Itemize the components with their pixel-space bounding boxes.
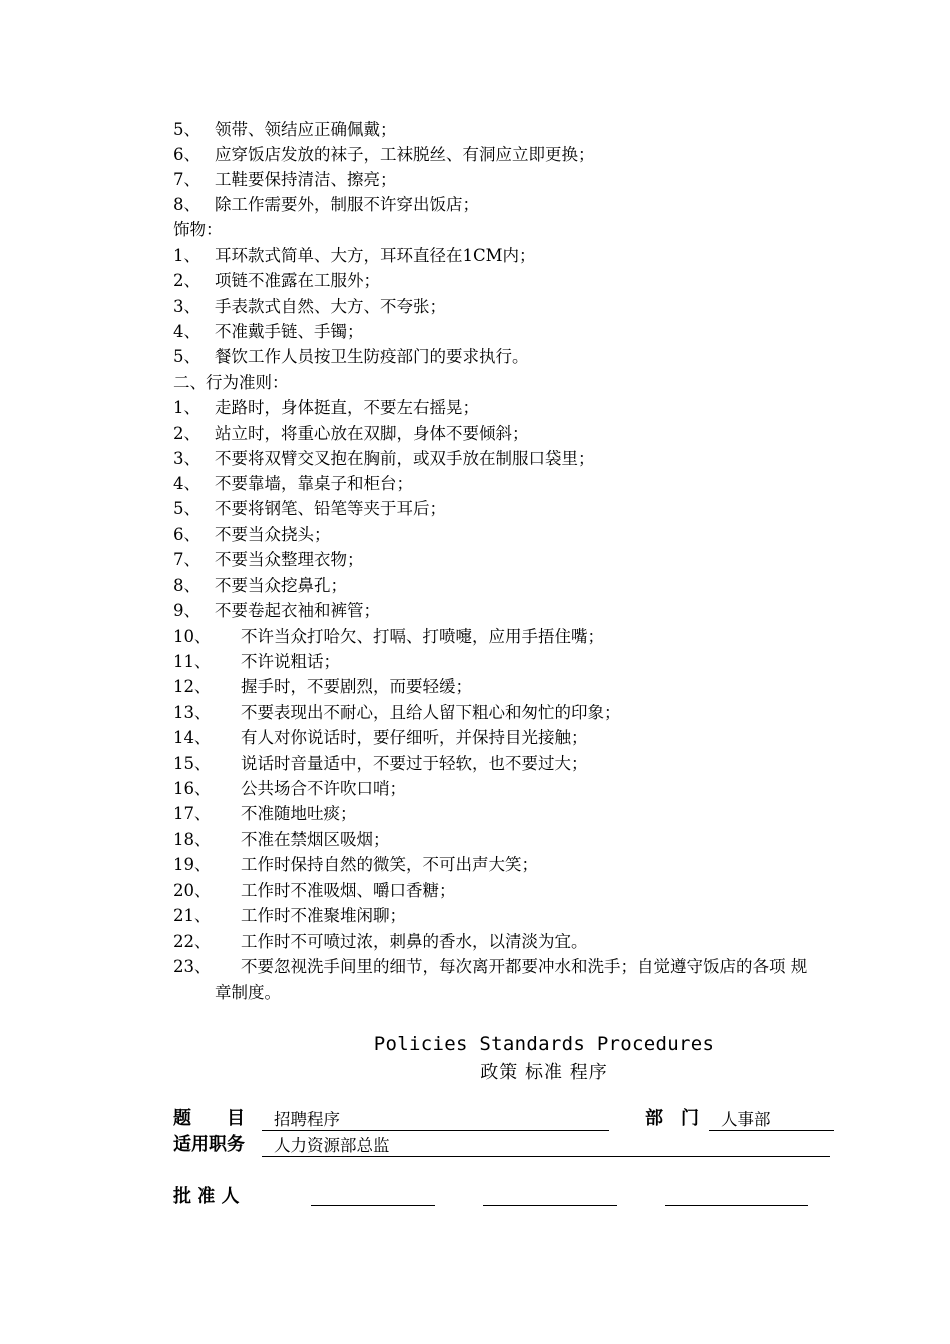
item-text: 工作时不准吸烟、嚼口香糖；: [241, 881, 456, 900]
item-number: 2、: [173, 424, 200, 443]
item-number: 14、: [173, 728, 211, 747]
list-item: [173, 424, 529, 444]
list-item: [173, 804, 357, 824]
list-item: [173, 627, 604, 647]
list-item: [173, 601, 380, 621]
list-item: [173, 957, 807, 977]
subject-field: 招聘程序: [262, 1110, 609, 1131]
list-item: [173, 195, 479, 215]
list-item: [173, 881, 456, 901]
list-item: [173, 474, 413, 494]
position-field: 人力资源部总监: [262, 1136, 830, 1157]
item-text: 工作时保持自然的微笑，不可出声大笑；: [241, 855, 538, 874]
department-label: 部 门: [645, 1108, 699, 1129]
item-text: 不要将双臂交叉抱在胸前，或双手放在制服口袋里；: [215, 449, 595, 468]
signature-line: [483, 1204, 617, 1206]
item-text: 除工作需要外，制服不许穿出饭店；: [215, 195, 479, 214]
position-label: 适用职务: [173, 1134, 245, 1155]
item-text: 工作时不可喷过浓，刺鼻的香水，以清淡为宜。: [241, 932, 588, 951]
item-number: 8、: [173, 576, 200, 595]
item-number: 15、: [173, 754, 211, 773]
item-number: 20、: [173, 881, 211, 900]
item-number: 5、: [173, 347, 200, 366]
subject-label: 题 目: [173, 1108, 245, 1129]
list-item: [173, 550, 364, 570]
list-item: [173, 297, 446, 317]
item-number: 4、: [173, 474, 200, 493]
item-text: 工鞋要保持清洁、擦亮；: [215, 170, 397, 189]
item-number: 8、: [173, 195, 200, 214]
list-item: [173, 271, 380, 291]
list-item: [173, 677, 472, 697]
list-item: [173, 932, 588, 952]
item-number: 13、: [173, 703, 211, 722]
item-text: 应穿饭店发放的袜子，工袜脱丝、有洞应立即更换；: [215, 145, 595, 164]
chinese-title: 政策 标准 程序: [480, 1062, 608, 1083]
item-number: 1、: [173, 246, 200, 265]
item-text: 握手时，不要剧烈，而要轻缓；: [241, 677, 472, 696]
item-text: 耳环款式简单、大方，耳环直径在1CM内；: [215, 246, 536, 265]
item-text: 公共场合不许吹口哨；: [241, 779, 406, 798]
list-item: [173, 347, 529, 367]
item-text: 领带、领结应正确佩戴；: [215, 120, 397, 139]
item-number: 23、: [173, 957, 211, 976]
list-item: [173, 170, 397, 190]
signature-line: [665, 1204, 808, 1206]
list-item: [173, 754, 588, 774]
list-item: [173, 246, 536, 266]
item-text: 走路时，身体挺直，不要左右摇晃；: [215, 398, 479, 417]
item-continuation: 章制度。: [215, 983, 281, 1002]
list-item: [173, 652, 340, 672]
list-item: [173, 145, 595, 165]
item-text: 不要将钢笔、铅笔等夹于耳后；: [215, 499, 446, 518]
item-number: 5、: [173, 120, 200, 139]
list-item: [173, 576, 347, 596]
item-text: 手表款式自然、大方、不夸张；: [215, 297, 446, 316]
item-number: 21、: [173, 906, 211, 925]
item-text: 不许说粗话；: [241, 652, 340, 671]
item-number: 12、: [173, 677, 211, 696]
item-number: 7、: [173, 550, 200, 569]
english-title: Policies Standards Procedures: [373, 1033, 715, 1055]
signature-line: [311, 1204, 435, 1206]
item-number: 3、: [173, 449, 200, 468]
list-item: [173, 525, 331, 545]
list-item: [173, 830, 390, 850]
item-text: 工作时不准聚堆闲聊；: [241, 906, 406, 925]
item-text: 有人对你说话时，要仔细听，并保持目光接触；: [241, 728, 588, 747]
list-item: [173, 703, 621, 723]
item-number: 4、: [173, 322, 200, 341]
list-item: [173, 779, 406, 799]
item-number: 19、: [173, 855, 211, 874]
list-item: [173, 322, 364, 342]
item-text: 不准随地吐痰；: [241, 804, 357, 823]
item-text: 不准戴手链、手镯；: [215, 322, 364, 341]
item-number: 6、: [173, 145, 200, 164]
item-number: 2、: [173, 271, 200, 290]
item-number: 16、: [173, 779, 211, 798]
item-text: 说话时音量适中，不要过于轻软，也不要过大；: [241, 754, 588, 773]
item-number: 3、: [173, 297, 200, 316]
list-item: [173, 499, 446, 519]
item-number: 1、: [173, 398, 200, 417]
item-text: 项链不准露在工服外；: [215, 271, 380, 290]
list-item: [173, 728, 588, 748]
item-text: 不要卷起衣袖和裤管；: [215, 601, 380, 620]
list-item: [173, 398, 479, 418]
section-heading: 饰物：: [173, 220, 223, 239]
item-text: 不要忽视洗手间里的细节，每次离开都要冲水和洗手；自觉遵守饭店的各项 规: [241, 957, 808, 976]
list-item: [173, 855, 538, 875]
item-text: 餐饮工作人员按卫生防疫部门的要求执行。: [215, 347, 529, 366]
item-text: 不要当众挠头；: [215, 525, 331, 544]
item-text: 不准在禁烟区吸烟；: [241, 830, 390, 849]
item-number: 18、: [173, 830, 211, 849]
department-field: 人事部: [709, 1110, 834, 1131]
item-text: 不要靠墙，靠桌子和柜台；: [215, 474, 413, 493]
item-text: 不许当众打哈欠、打嗝、打喷嚏，应用手捂住嘴；: [241, 627, 604, 646]
approver-label: 批 准 人: [173, 1186, 240, 1207]
list-item: [173, 120, 397, 140]
list-item: [173, 449, 595, 469]
item-text: 不要当众整理衣物；: [215, 550, 364, 569]
item-number: 7、: [173, 170, 200, 189]
item-text: 不要表现出不耐心，且给人留下粗心和匆忙的印象；: [241, 703, 621, 722]
item-number: 17、: [173, 804, 211, 823]
item-text: 不要当众挖鼻孔；: [215, 576, 347, 595]
item-number: 5、: [173, 499, 200, 518]
item-number: 9、: [173, 601, 200, 620]
item-number: 22、: [173, 932, 211, 951]
item-text: 站立时，将重心放在双脚，身体不要倾斜；: [215, 424, 529, 443]
section-heading: 二、行为准则：: [173, 373, 289, 392]
item-number: 10、: [173, 627, 211, 646]
item-number: 11、: [173, 652, 211, 671]
item-number: 6、: [173, 525, 200, 544]
list-item: [173, 906, 406, 926]
